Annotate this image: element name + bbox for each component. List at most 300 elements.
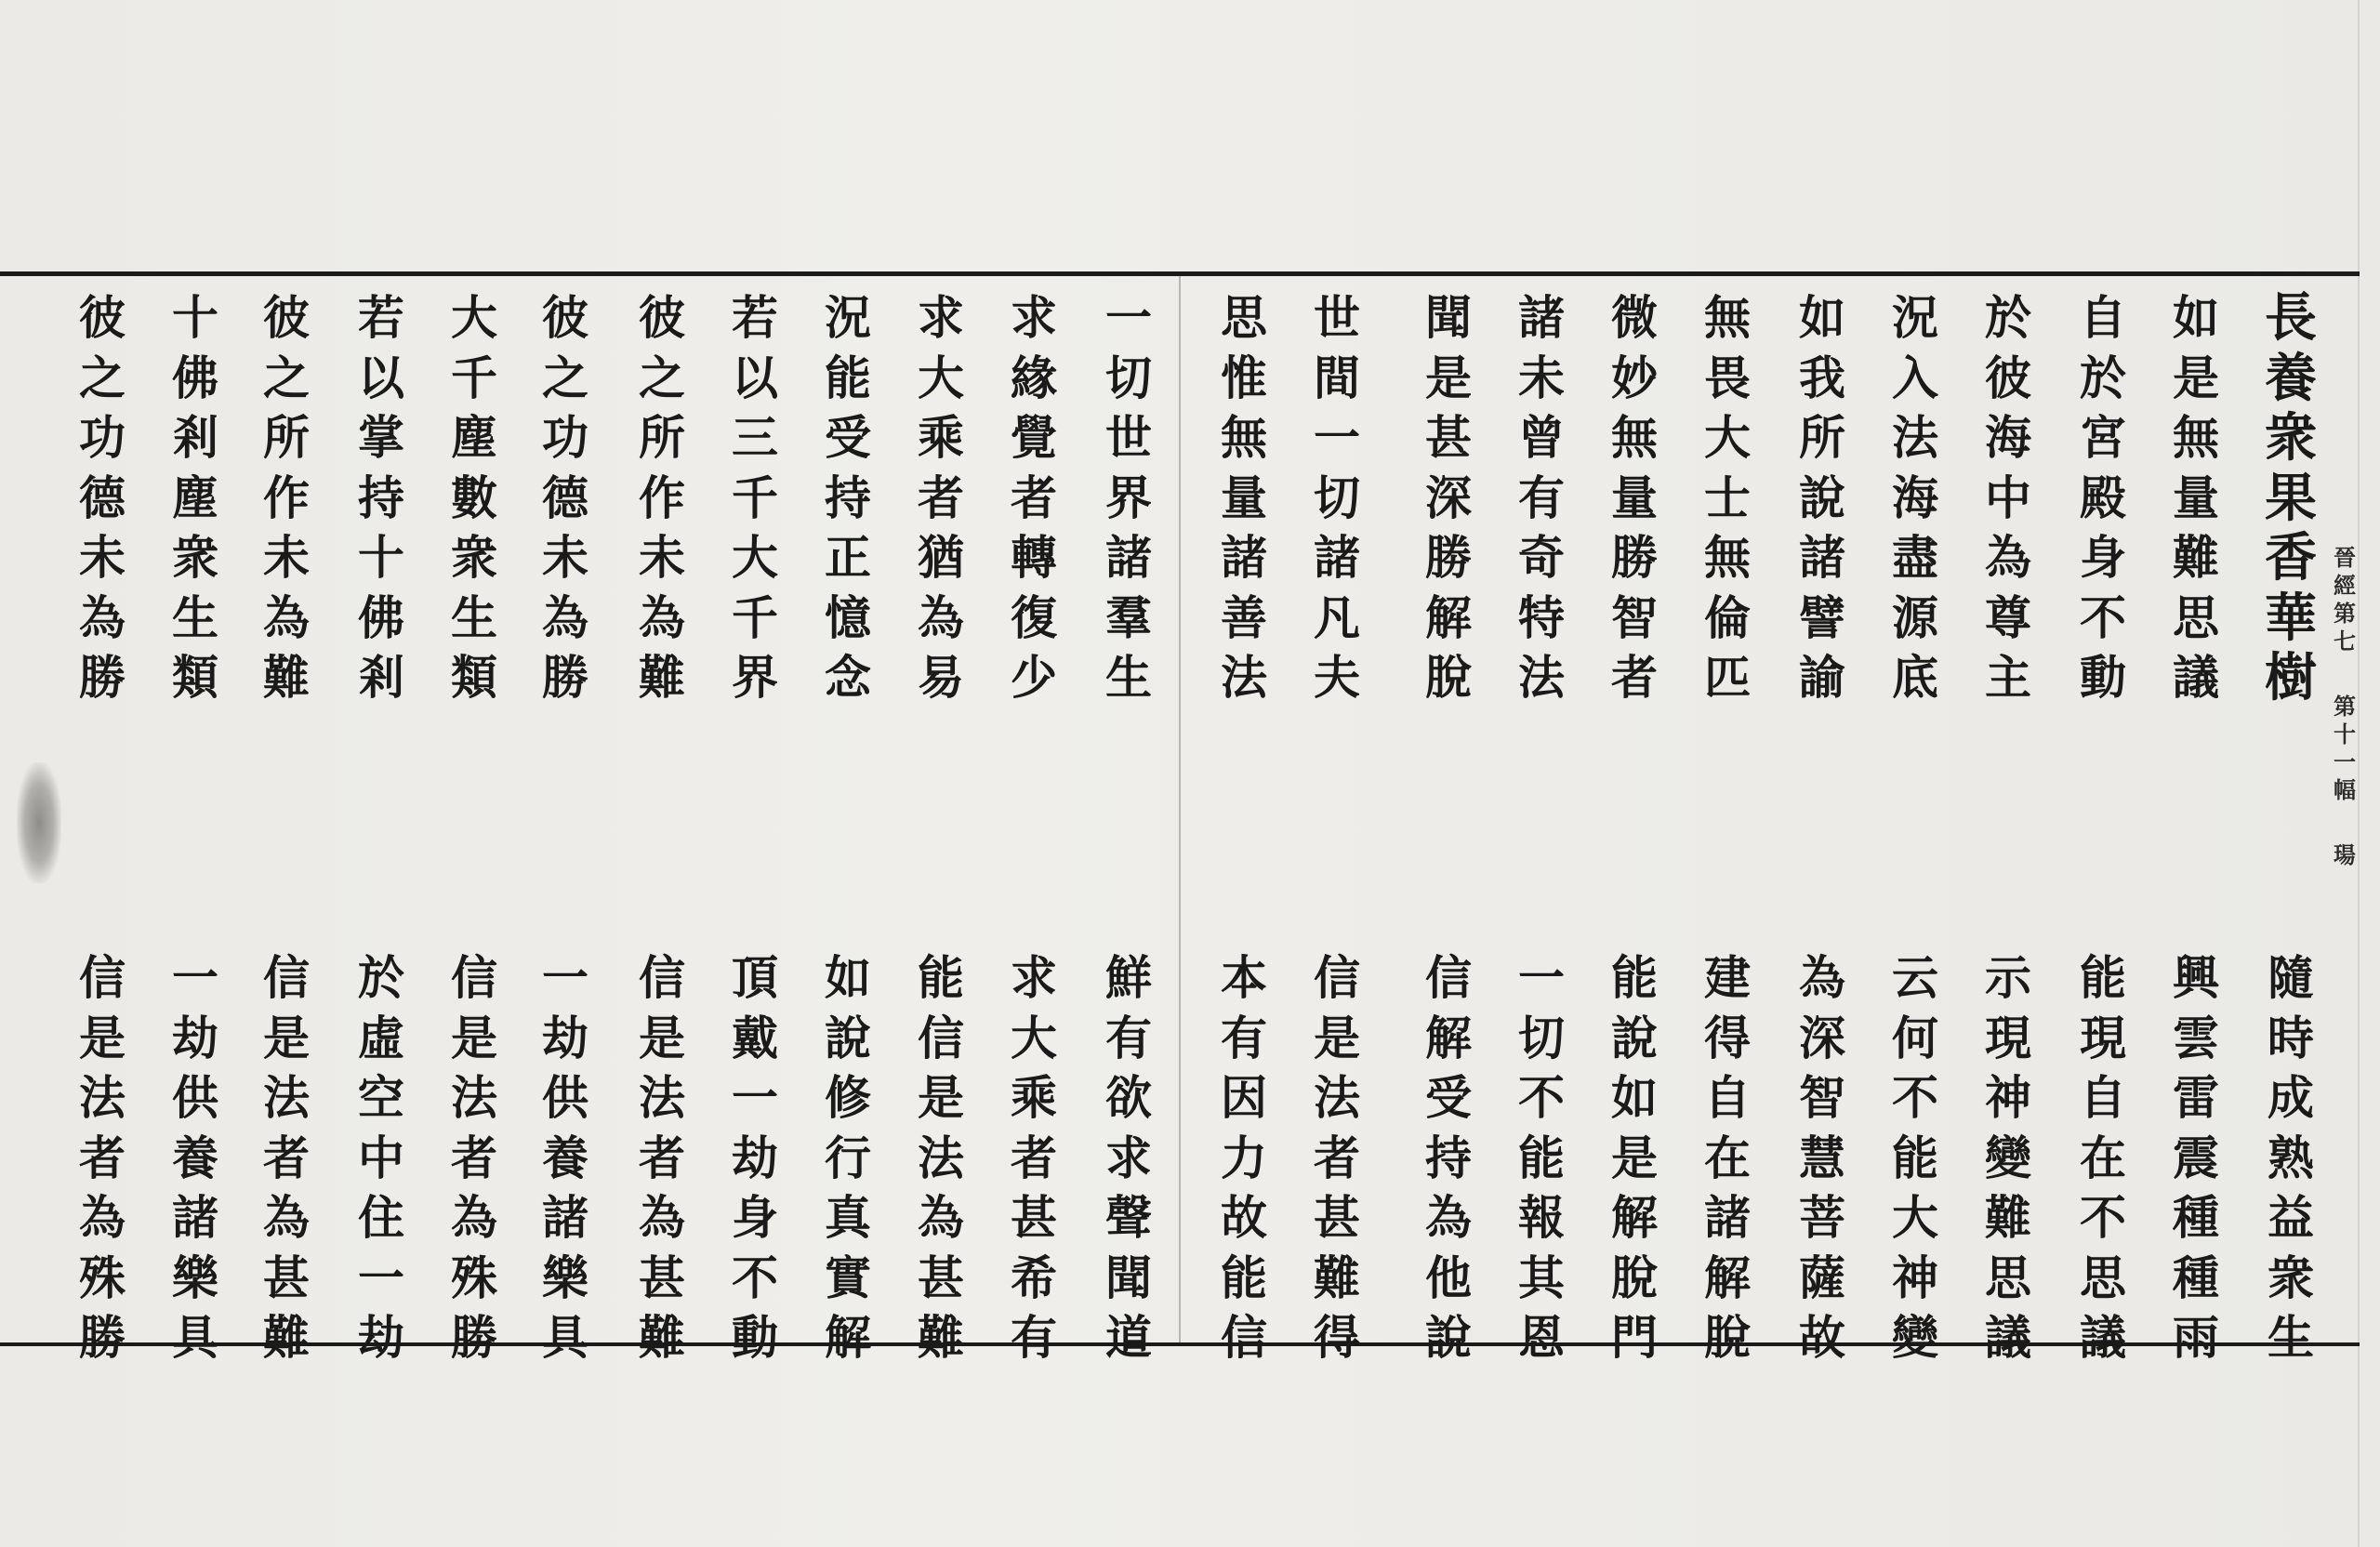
glyph: 雷 <box>2173 1070 2219 1125</box>
glyph: 持 <box>1425 1130 1472 1185</box>
verse-column <box>1303 288 1370 708</box>
glyph: 時 <box>2268 1010 2314 1065</box>
glyph: 不 <box>1892 1070 1938 1125</box>
verse-column <box>162 948 229 1368</box>
glyph: 在 <box>1704 1130 1751 1185</box>
glyph: 解 <box>1425 1010 1472 1065</box>
glyph: 勝 <box>542 650 588 705</box>
glyph: 彼 <box>639 290 685 345</box>
glyph: 如 <box>825 950 871 1005</box>
glyph: 求 <box>918 290 964 345</box>
glyph: 諭 <box>1799 650 1845 705</box>
glyph: 甚 <box>1314 1190 1360 1245</box>
glyph: 切 <box>1518 1010 1565 1065</box>
glyph: 隨 <box>2268 950 2314 1005</box>
verse-column <box>1508 288 1575 708</box>
glyph: 若 <box>732 290 778 345</box>
glyph: 思 <box>2173 589 2219 645</box>
glyph: 身 <box>2080 530 2126 585</box>
glyph: 法 <box>639 1070 685 1125</box>
glyph: 受 <box>1425 1070 1472 1125</box>
glyph: 乘 <box>1011 1070 1057 1125</box>
glyph: 者 <box>1011 469 1057 525</box>
glyph: 之 <box>263 350 310 405</box>
glyph: 為 <box>1799 950 1845 1005</box>
glyph: 諸 <box>542 1190 588 1245</box>
glyph: 作 <box>263 469 310 525</box>
margin-glyph <box>2332 804 2358 841</box>
glyph: 類 <box>451 650 497 705</box>
glyph: 者 <box>1611 650 1658 705</box>
glyph: 彼 <box>542 290 588 345</box>
glyph: 不 <box>1518 1070 1565 1125</box>
glyph: 力 <box>1221 1130 1267 1185</box>
verse-column <box>2162 948 2229 1368</box>
glyph: 一 <box>1314 410 1360 465</box>
verse-column <box>1601 948 1668 1368</box>
glyph: 難 <box>918 1310 964 1365</box>
glyph: 欲 <box>1105 1070 1152 1125</box>
glyph: 微 <box>1611 290 1658 345</box>
glyph: 薩 <box>1799 1250 1845 1305</box>
glyph: 夫 <box>1314 650 1360 705</box>
glyph: 源 <box>1892 589 1938 645</box>
glyph: 大 <box>1704 410 1751 465</box>
glyph: 佛 <box>358 589 404 645</box>
glyph: 信 <box>451 950 497 1005</box>
glyph: 諸 <box>1704 1190 1751 1245</box>
glyph: 樹 <box>2265 647 2317 708</box>
verse-column <box>532 948 599 1368</box>
glyph: 難 <box>1314 1250 1360 1305</box>
glyph: 議 <box>2080 1310 2126 1365</box>
glyph: 為 <box>918 1190 964 1245</box>
glyph: 說 <box>1799 469 1845 525</box>
verse-column <box>1882 288 1949 708</box>
glyph: 是 <box>451 1010 497 1065</box>
glyph: 能 <box>2080 950 2126 1005</box>
glyph: 是 <box>1314 1010 1360 1065</box>
glyph: 勝 <box>451 1310 497 1365</box>
glyph: 諸 <box>1314 530 1360 585</box>
glyph: 如 <box>1799 290 1845 345</box>
glyph: 宮 <box>2080 410 2126 465</box>
glyph: 脫 <box>1611 1250 1658 1305</box>
glyph: 甚 <box>1011 1190 1057 1245</box>
glyph: 信 <box>918 1010 964 1065</box>
glyph: 法 <box>1518 650 1565 705</box>
glyph: 變 <box>1985 1130 2031 1185</box>
verse-column <box>1975 948 2042 1368</box>
glyph: 復 <box>1011 589 1057 645</box>
glyph: 量 <box>2173 469 2219 525</box>
glyph: 凡 <box>1314 589 1360 645</box>
glyph: 解 <box>825 1310 871 1365</box>
glyph: 聞 <box>1425 290 1472 345</box>
glyph: 覺 <box>1011 410 1057 465</box>
glyph: 諸 <box>172 1190 218 1245</box>
glyph: 他 <box>1425 1250 1472 1305</box>
glyph: 甚 <box>639 1250 685 1305</box>
glyph: 具 <box>542 1310 588 1365</box>
glyph: 法 <box>1221 650 1267 705</box>
glyph: 生 <box>451 589 497 645</box>
glyph: 有 <box>1518 469 1565 525</box>
verse-column <box>162 288 229 708</box>
verse-column <box>1095 948 1162 1368</box>
glyph: 樂 <box>172 1250 218 1305</box>
glyph: 諸 <box>1105 530 1152 585</box>
glyph: 實 <box>825 1250 871 1305</box>
verse-column <box>1000 288 1067 708</box>
glyph: 諸 <box>1799 530 1845 585</box>
glyph: 是 <box>79 1010 126 1065</box>
glyph: 諸 <box>1518 290 1565 345</box>
glyph: 空 <box>358 1070 404 1125</box>
glyph: 切 <box>1105 350 1152 405</box>
verse-column <box>2069 288 2136 708</box>
margin-glyph: 第 <box>2334 693 2356 720</box>
verse-column <box>907 948 974 1368</box>
glyph: 世 <box>1105 410 1152 465</box>
glyph: 門 <box>1611 1310 1658 1365</box>
glyph: 善 <box>1221 589 1267 645</box>
glyph: 大 <box>918 350 964 405</box>
glyph: 為 <box>639 589 685 645</box>
glyph: 有 <box>1221 1010 1267 1065</box>
margin-glyph: 一 <box>2334 748 2356 775</box>
glyph: 供 <box>542 1070 588 1125</box>
glyph: 雨 <box>2173 1310 2219 1365</box>
glyph: 佛 <box>172 350 218 405</box>
glyph: 信 <box>263 950 310 1005</box>
glyph: 不 <box>732 1250 778 1305</box>
glyph: 何 <box>1892 1010 1938 1065</box>
glyph: 戴 <box>732 1010 778 1065</box>
glyph: 難 <box>639 1310 685 1365</box>
verse-column <box>348 948 415 1368</box>
glyph: 彼 <box>263 290 310 345</box>
glyph: 無 <box>1704 530 1751 585</box>
glyph: 千 <box>451 350 497 405</box>
glyph: 是 <box>918 1070 964 1125</box>
glyph: 劫 <box>732 1130 778 1185</box>
glyph: 求 <box>1105 1130 1152 1185</box>
glyph: 故 <box>1221 1190 1267 1245</box>
glyph: 三 <box>732 410 778 465</box>
verse-column <box>1694 288 1761 708</box>
glyph: 云 <box>1892 950 1938 1005</box>
glyph: 正 <box>825 530 871 585</box>
verse-column <box>1789 288 1856 708</box>
glyph: 變 <box>1892 1310 1938 1365</box>
glyph: 妙 <box>1611 350 1658 405</box>
verse-column <box>2069 948 2136 1368</box>
glyph: 一 <box>358 1250 404 1305</box>
glyph: 現 <box>2080 1010 2126 1065</box>
glyph: 若 <box>358 290 404 345</box>
glyph: 供 <box>172 1070 218 1125</box>
glyph: 塵 <box>172 469 218 525</box>
glyph: 為 <box>1985 530 2031 585</box>
glyph: 不 <box>2080 589 2126 645</box>
glyph: 殊 <box>79 1250 126 1305</box>
glyph: 一 <box>732 1070 778 1125</box>
glyph: 乘 <box>918 410 964 465</box>
margin-glyph: 幅 <box>2334 776 2356 803</box>
glyph: 震 <box>2173 1130 2219 1185</box>
glyph: 於 <box>358 950 404 1005</box>
glyph: 憶 <box>825 589 871 645</box>
glyph: 說 <box>1611 1010 1658 1065</box>
glyph: 倫 <box>1704 589 1751 645</box>
glyph: 海 <box>1892 469 1938 525</box>
glyph: 大 <box>1011 1010 1057 1065</box>
verse-column <box>814 288 881 708</box>
glyph: 能 <box>1221 1250 1267 1305</box>
glyph: 解 <box>1704 1250 1751 1305</box>
glyph: 劫 <box>172 1010 218 1065</box>
verse-column <box>2162 288 2229 708</box>
verse-column <box>721 288 788 708</box>
verse-column <box>1095 288 1162 708</box>
verse-column <box>1303 948 1370 1368</box>
glyph: 信 <box>79 950 126 1005</box>
margin-glyph: 晉 <box>2334 544 2356 571</box>
glyph: 是 <box>639 1010 685 1065</box>
glyph: 不 <box>2080 1190 2126 1245</box>
glyph: 勝 <box>79 1310 126 1365</box>
glyph: 衆 <box>2268 1250 2314 1305</box>
glyph: 生 <box>1105 650 1152 705</box>
center-fold-line <box>1179 276 1181 1342</box>
glyph: 易 <box>918 650 964 705</box>
glyph: 衆 <box>451 530 497 585</box>
glyph: 勝 <box>1425 530 1472 585</box>
glyph: 衆 <box>2265 407 2317 469</box>
verse-column <box>69 288 136 708</box>
glyph: 長 <box>2265 287 2317 349</box>
glyph: 界 <box>732 650 778 705</box>
glyph: 身 <box>732 1190 778 1245</box>
glyph: 虛 <box>358 1010 404 1065</box>
glyph: 切 <box>1314 469 1360 525</box>
glyph: 養 <box>172 1130 218 1185</box>
verse-column <box>1415 948 1482 1368</box>
glyph: 況 <box>1892 290 1938 345</box>
verse-column <box>1210 948 1277 1368</box>
glyph: 入 <box>1892 350 1938 405</box>
glyph: 思 <box>1221 290 1267 345</box>
glyph: 有 <box>1011 1310 1057 1365</box>
glyph: 行 <box>825 1130 871 1185</box>
glyph: 是 <box>1425 350 1472 405</box>
verse-column <box>2257 288 2324 708</box>
glyph: 甚 <box>263 1250 310 1305</box>
glyph: 者 <box>918 469 964 525</box>
glyph: 自 <box>2080 1070 2126 1125</box>
glyph: 畏 <box>1704 350 1751 405</box>
glyph: 華 <box>2265 587 2317 649</box>
glyph: 議 <box>1985 1310 2031 1365</box>
glyph: 是 <box>2173 350 2219 405</box>
glyph: 塵 <box>451 410 497 465</box>
glyph: 甚 <box>1425 410 1472 465</box>
glyph: 能 <box>825 350 871 405</box>
glyph: 受 <box>825 410 871 465</box>
glyph: 為 <box>263 589 310 645</box>
glyph: 甚 <box>918 1250 964 1305</box>
glyph: 能 <box>1892 1130 1938 1185</box>
glyph: 求 <box>1011 290 1057 345</box>
glyph: 能 <box>1518 1130 1565 1185</box>
glyph: 為 <box>542 589 588 645</box>
verse-column <box>1508 948 1575 1368</box>
glyph: 未 <box>639 530 685 585</box>
glyph: 無 <box>2173 410 2219 465</box>
verse-column <box>814 948 881 1368</box>
glyph: 脫 <box>1425 650 1472 705</box>
verse-column <box>1210 288 1277 708</box>
glyph: 諸 <box>1221 530 1267 585</box>
margin-glyph: 第 <box>2334 600 2356 627</box>
glyph: 法 <box>263 1070 310 1125</box>
glyph: 殿 <box>2080 469 2126 525</box>
glyph: 菩 <box>1799 1190 1845 1245</box>
glyph: 具 <box>172 1310 218 1365</box>
verse-column <box>1000 948 1067 1368</box>
glyph: 一 <box>1518 950 1565 1005</box>
glyph: 以 <box>358 350 404 405</box>
glyph: 能 <box>918 950 964 1005</box>
glyph: 剎 <box>172 410 218 465</box>
glyph: 慧 <box>1799 1130 1845 1185</box>
glyph: 思 <box>2080 1250 2126 1305</box>
verse-column <box>348 288 415 708</box>
glyph: 量 <box>1221 469 1267 525</box>
glyph: 彼 <box>79 290 126 345</box>
glyph: 說 <box>825 1010 871 1065</box>
glyph: 匹 <box>1704 650 1751 705</box>
glyph: 信 <box>1221 1310 1267 1365</box>
glyph: 大 <box>1892 1190 1938 1245</box>
glyph: 況 <box>825 290 871 345</box>
glyph: 者 <box>79 1130 126 1185</box>
glyph: 持 <box>358 469 404 525</box>
glyph: 深 <box>1425 469 1472 525</box>
glyph: 一 <box>542 950 588 1005</box>
glyph: 聞 <box>1105 1250 1152 1305</box>
glyph: 剎 <box>358 650 404 705</box>
glyph: 大 <box>451 290 497 345</box>
glyph: 者 <box>451 1130 497 1185</box>
verse-column <box>532 288 599 708</box>
glyph: 養 <box>542 1130 588 1185</box>
margin-glyph: 七 <box>2334 628 2356 654</box>
glyph: 希 <box>1011 1250 1057 1305</box>
glyph: 無 <box>1221 410 1267 465</box>
glyph: 恩 <box>1518 1310 1565 1365</box>
margin-glyph: 十 <box>2334 721 2356 747</box>
glyph: 念 <box>825 650 871 705</box>
glyph: 劫 <box>542 1010 588 1065</box>
glyph: 之 <box>639 350 685 405</box>
glyph: 未 <box>1518 350 1565 405</box>
glyph: 轉 <box>1011 530 1057 585</box>
glyph: 少 <box>1011 650 1057 705</box>
page-edge-line <box>2358 0 2360 1547</box>
glyph: 能 <box>1611 950 1658 1005</box>
glyph: 曾 <box>1518 410 1565 465</box>
margin-glyph: 經 <box>2334 572 2356 599</box>
glyph: 為 <box>918 589 964 645</box>
glyph: 求 <box>1011 950 1057 1005</box>
glyph: 自 <box>1704 1070 1751 1125</box>
glyph: 者 <box>1314 1130 1360 1185</box>
glyph: 所 <box>639 410 685 465</box>
glyph: 熟 <box>2268 1130 2314 1185</box>
glyph: 現 <box>1985 1010 2031 1065</box>
glyph: 十 <box>172 290 218 345</box>
glyph: 報 <box>1518 1190 1565 1245</box>
verse-column <box>441 948 508 1368</box>
glyph: 為 <box>639 1190 685 1245</box>
glyph: 界 <box>1105 469 1152 525</box>
glyph: 持 <box>825 469 871 525</box>
glyph: 於 <box>1985 290 2031 345</box>
glyph: 聲 <box>1105 1190 1152 1245</box>
glyph: 功 <box>542 410 588 465</box>
glyph: 神 <box>1892 1250 1938 1305</box>
glyph: 建 <box>1704 950 1751 1005</box>
glyph: 如 <box>1611 1070 1658 1125</box>
verse-column <box>253 948 320 1368</box>
glyph: 種 <box>2173 1190 2219 1245</box>
glyph: 解 <box>1611 1190 1658 1245</box>
glyph: 為 <box>451 1190 497 1245</box>
glyph: 譬 <box>1799 589 1845 645</box>
glyph: 難 <box>2173 530 2219 585</box>
glyph: 難 <box>1985 1190 2031 1245</box>
glyph: 解 <box>1425 589 1472 645</box>
glyph: 為 <box>263 1190 310 1245</box>
glyph: 示 <box>1985 950 2031 1005</box>
verse-column <box>1415 288 1482 708</box>
verse-column <box>69 948 136 1368</box>
glyph: 興 <box>2173 950 2219 1005</box>
glyph: 鮮 <box>1105 950 1152 1005</box>
glyph: 主 <box>1985 650 2031 705</box>
glyph: 間 <box>1314 350 1360 405</box>
glyph: 我 <box>1799 350 1845 405</box>
glyph: 頂 <box>732 950 778 1005</box>
glyph: 士 <box>1704 469 1751 525</box>
glyph: 深 <box>1799 1010 1845 1065</box>
glyph: 法 <box>79 1070 126 1125</box>
glyph: 樂 <box>542 1250 588 1305</box>
glyph: 動 <box>732 1310 778 1365</box>
glyph: 說 <box>1425 1310 1472 1365</box>
glyph: 生 <box>172 589 218 645</box>
glyph: 有 <box>1105 1010 1152 1065</box>
verse-column <box>1882 948 1949 1368</box>
glyph: 中 <box>358 1130 404 1185</box>
glyph: 之 <box>542 350 588 405</box>
glyph: 底 <box>1892 650 1938 705</box>
margin-glyph: 瑒 <box>2334 841 2356 868</box>
glyph: 香 <box>2265 527 2317 588</box>
glyph: 所 <box>263 410 310 465</box>
